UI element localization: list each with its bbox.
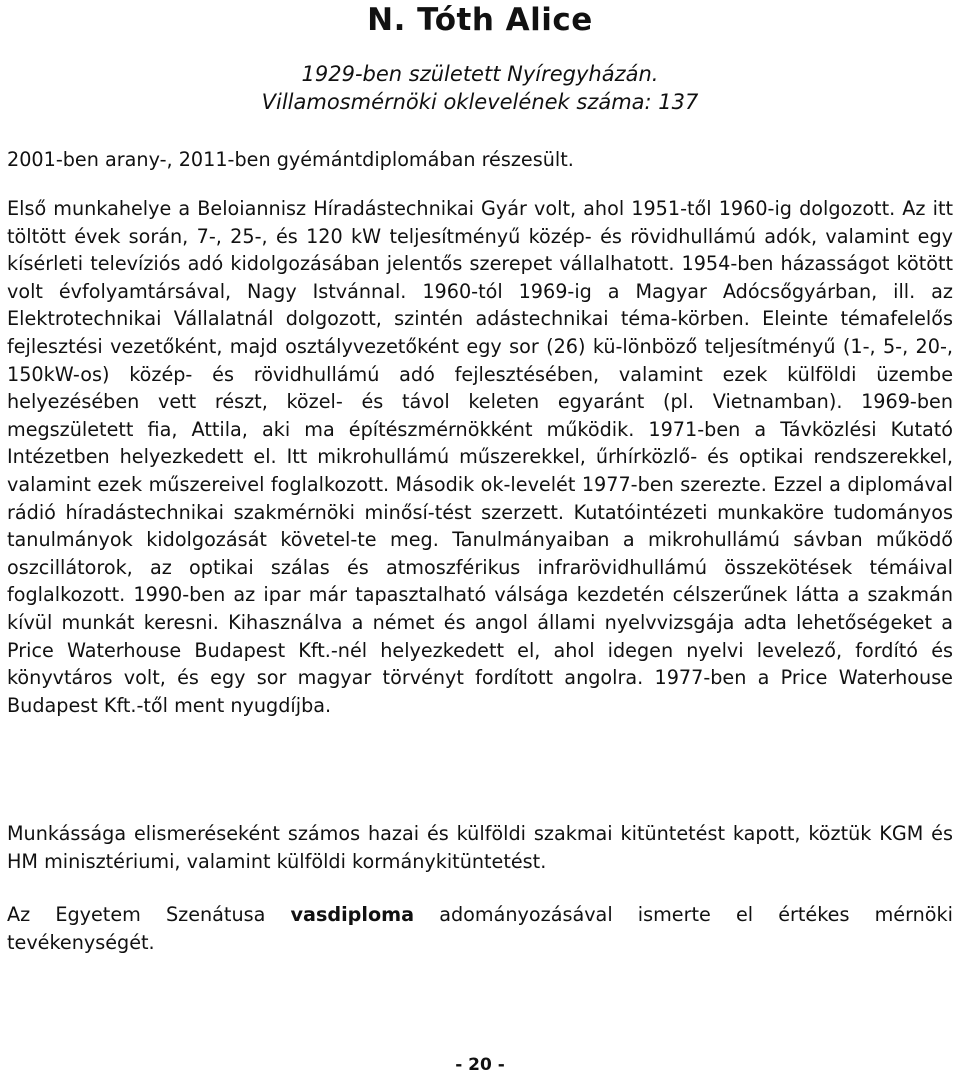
page-number: - 20 - [455,1055,505,1075]
senate-text-after: adományozásával ismerte el értékes mérnöki tevékenységét. [7,903,953,954]
paragraph-awards: Munkássága elismeréseként számos hazai és külföldi szakmai kitüntetést kapott, köztük KGM és HM minisztériumi, valamint külföldi kormánykitüntetést. [7,822,953,873]
diploma-number: Villamosmérnöki oklevelének száma: 137 [261,90,699,114]
iron-diploma-term: vasdiploma [290,903,415,926]
paragraph-diplomas: 2001-ben arany-, 2011-ben gyémántdiplomában részesült. [7,148,574,171]
senate-text-before: Az Egyetem Szenátusa [7,903,291,926]
birth-info: 1929-ben született Nyíregyházán. [301,62,659,86]
paragraph-senate [7,901,953,956]
paragraph-career: Első munkahelye a Beloiannisz Híradástechnikai Gyár volt, ahol 1951-től 1960-ig dolgozott. Az itt töltött évek során, 7-, 25-, és 120 kW teljesítményű közép- és rövidhullámú adók, valamint egy kísérleti televíziós adó kidolgozásában jelentős szerepet vállalhatott. 1954-ben házasságot kötött volt évfolyamtársával, Nagy Istvánnal. 1960-tól 1969-ig a Magyar Adócsőgyárban, ill. az Elektrotechnikai Vállalatnál dolgozott, szintén adástechnikai téma-körben. Eleinte témafelelős fejlesztési vezetőként, majd osztályvezetőként egy sor (26) kü-lönböző teljesítményű (1-, 5-, 20-, 150kW-os) közép- és rövidhullámú adó fejlesztésében, valamint ezek külföldi üzembe helyezésében vett részt, közel- és távol keleten egyaránt (pl. Vietnamban). 1969-ben megszületett fia, Attila, aki ma építészmérnökként működik. 1971-ben a Távközlési Kutató Intézetben helyezkedett el. Itt mikrohullámú műszerekkel, űrhírközlő- és optikai rendszerekkel, valamint ezek műszereivel foglalkozott. Második ok-levelét 1977-ben szerezte. Ezzel a diplomával rádió híradástechnikai szakmérnöki minősí-tést szerzett. Kutatóintézeti munkaköre tudományos tanulmányok kidolgozását követel-te meg. Tanulmányaiban a mikrohullámú sávban működő oszcillátorok, az optikai szálas és atmoszférikus infrarövidhullámú összekötések témáival foglalkozott. 1990-ben az ipar már tapasztalható válsága kezdetén célszerűnek látta a szakmán kívül munkát keresni. Kihasználva a német és angol állami nyelvvizsgája adta lehetőségeket a Price Waterhouse Budapest Kft.-nél helyezkedett el, ahol idegen nyelvi levelező, fordító és könyvtáros volt, és egy sor magyar törvényt fordított angolra. 1977-ben a Price Waterhouse Budapest Kft.-től ment nyugdíjba. [7,197,953,717]
page-title: N. Tóth Alice [367,2,593,38]
